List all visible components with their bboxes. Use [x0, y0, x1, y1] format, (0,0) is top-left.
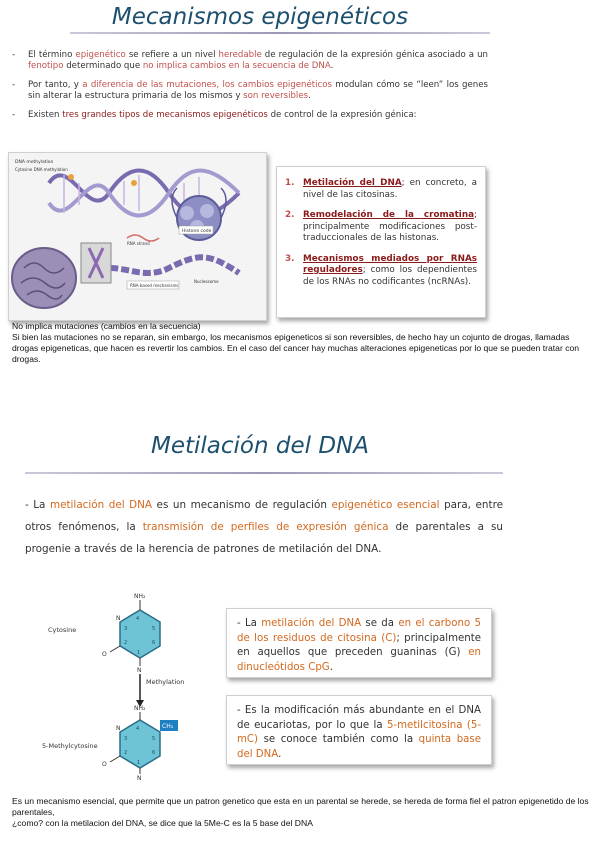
- methylcytosine-pos2: 2: [124, 750, 128, 756]
- methylcytosine-o-label: O: [102, 761, 107, 768]
- methylcytosine-nh2-label: NH₂: [134, 705, 146, 712]
- cytosine-pos2: 2: [124, 640, 128, 646]
- cytosine-label: Cytosine: [48, 626, 77, 634]
- slide-2-notes: [12, 796, 592, 829]
- methylcytosine-n1-label: N: [137, 775, 142, 780]
- figure-label-nucleosome: Nucleosome: [194, 279, 219, 284]
- methylcytosine-pos1: 1: [137, 760, 141, 766]
- methylcytosine-pos4: 4: [136, 726, 140, 732]
- slide-2-intro: - La metilación del DNA es un mecanismo de regulación epigenético esencial para, entre otros fenómenos, la transmisión de perfiles de expresión génica de parentales a su progenie a través de la herencia de patrones de metilación del DNA.: [25, 499, 504, 555]
- mechanisms-list: [285, 178, 477, 288]
- cytosine-pos5: 5: [152, 626, 156, 632]
- epigenetics-illustration: [9, 153, 266, 320]
- bullet-tres-tipos: - Existen tres grandes tipos de mecanismos epigenéticos de control de la expresión génica:: [12, 110, 488, 121]
- bullet-mutaciones: - Por tanto, y a diferencia de las mutaciones, los cambios epigenéticos modulan cómo se “leen” los genes sin alterar la estructura primaria de los mismos y son reversibles.: [12, 80, 488, 102]
- figure-label-cytosine-methylation: Cytosine DNA methylation: [15, 167, 68, 172]
- ch3-group-label: CH₃: [162, 723, 174, 730]
- cytosine-o-label: O: [102, 651, 107, 658]
- mechanism-item-rnas: 3. Mecanismos mediados por RNAs reguladores; como los dependientes de los RNAs no codificantes (ncRNAs).: [285, 253, 477, 287]
- methylcytosine-n3-label: N: [116, 725, 121, 732]
- mechanism-item-remodelacion: 2. Remodelación de la cromatina; principalmente modificaciones post-traduccionales de las histonas.: [285, 210, 477, 243]
- slide-1-title-rule: [70, 32, 490, 34]
- methylcytosine-pos5: 5: [152, 736, 156, 742]
- figure-label-dna-methylation: DNA methylation: [15, 160, 54, 165]
- cytosine-nh2-label: NH₂: [134, 593, 146, 600]
- slide-2-title-rule: [25, 472, 503, 474]
- cytosine-pos6: 6: [152, 640, 156, 646]
- slide-1-note-line-1: No implica mutaciones (cambios en la secuencia): [12, 321, 201, 331]
- slide-1-title: Mecanismos epigenéticos: [111, 4, 409, 30]
- methylcytosine-pos3: 3: [124, 736, 128, 742]
- slide-2-note-line-2: ¿como? con la metilacion del DNA, se dice que la 5Me-C es la 5 base del DNA: [12, 818, 313, 828]
- mechanisms-list-card: [276, 166, 486, 318]
- figure-label-rna-strand: RNA strand: [127, 241, 150, 246]
- slide-2-title: Metilación del DNA: [151, 433, 369, 459]
- mechanism-item-metilacion: 1. Metilación del DNA; en concreto, a nivel de las citosinas.: [285, 178, 477, 200]
- bullet-epigenetico: - El término epigenético se refiere a un nivel heredable de regulación de la expresión génica asociado a un fenotipo determinado que no implica cambios en la secuencia de DNA.: [12, 50, 488, 72]
- cytosine-pos1: 1: [137, 650, 141, 656]
- methylation-site-box: - La metilación del DNA se da en el carbono 5 de los residuos de citosina (C); principalmente en aquellos que preceden guaninas (G) en dinucleótidos CpG.: [226, 608, 492, 678]
- epigenetic-mechanisms-figure: [8, 152, 267, 321]
- slide-2-note-line-1: Es un mecanismo esencial, que permite que un patron genetico que esta en un parental se herede, se hereda de forma fiel el patron epigenetido de los parentales,: [12, 796, 589, 817]
- cytosine-methylation-diagram: [40, 590, 210, 780]
- slide-1-note-line-2: Si bien las mutaciones no se reparan, sin embargo, los mecanismos epigeneticos si son reversibles, de hecho hay un cojunto de drogas, llamadas drogas epigeneticas, que hacen es revertir los cambios. En el caso del cancer hay muchas alteraciones epigeneticas por lo que se pueden tratar con drogas.: [12, 332, 580, 364]
- cytosine-pos3: 3: [124, 626, 128, 632]
- cytosine-pos4: 4: [136, 616, 140, 622]
- slide-1-bullets: [12, 50, 488, 129]
- fifth-base-box: - Es la modificación más abundante en el DNA de eucariotas, por lo que la 5-metilcitosina (5-mC) se conoce también como la quinta base del DNA.: [226, 695, 492, 765]
- figure-label-rna-mechanisms: RNA-based mechanisms: [130, 283, 179, 288]
- cytosine-n3-label: N: [116, 615, 121, 622]
- figure-label-histone-code: Histone code: [182, 229, 212, 234]
- slide-1-notes: [12, 321, 592, 365]
- methylcytosine-pos6: 6: [152, 750, 156, 756]
- cytosine-n1-label: N: [137, 667, 142, 674]
- methylation-arrow-label: Methylation: [146, 678, 185, 686]
- methylcytosine-label: 5-Methylcytosine: [42, 742, 98, 750]
